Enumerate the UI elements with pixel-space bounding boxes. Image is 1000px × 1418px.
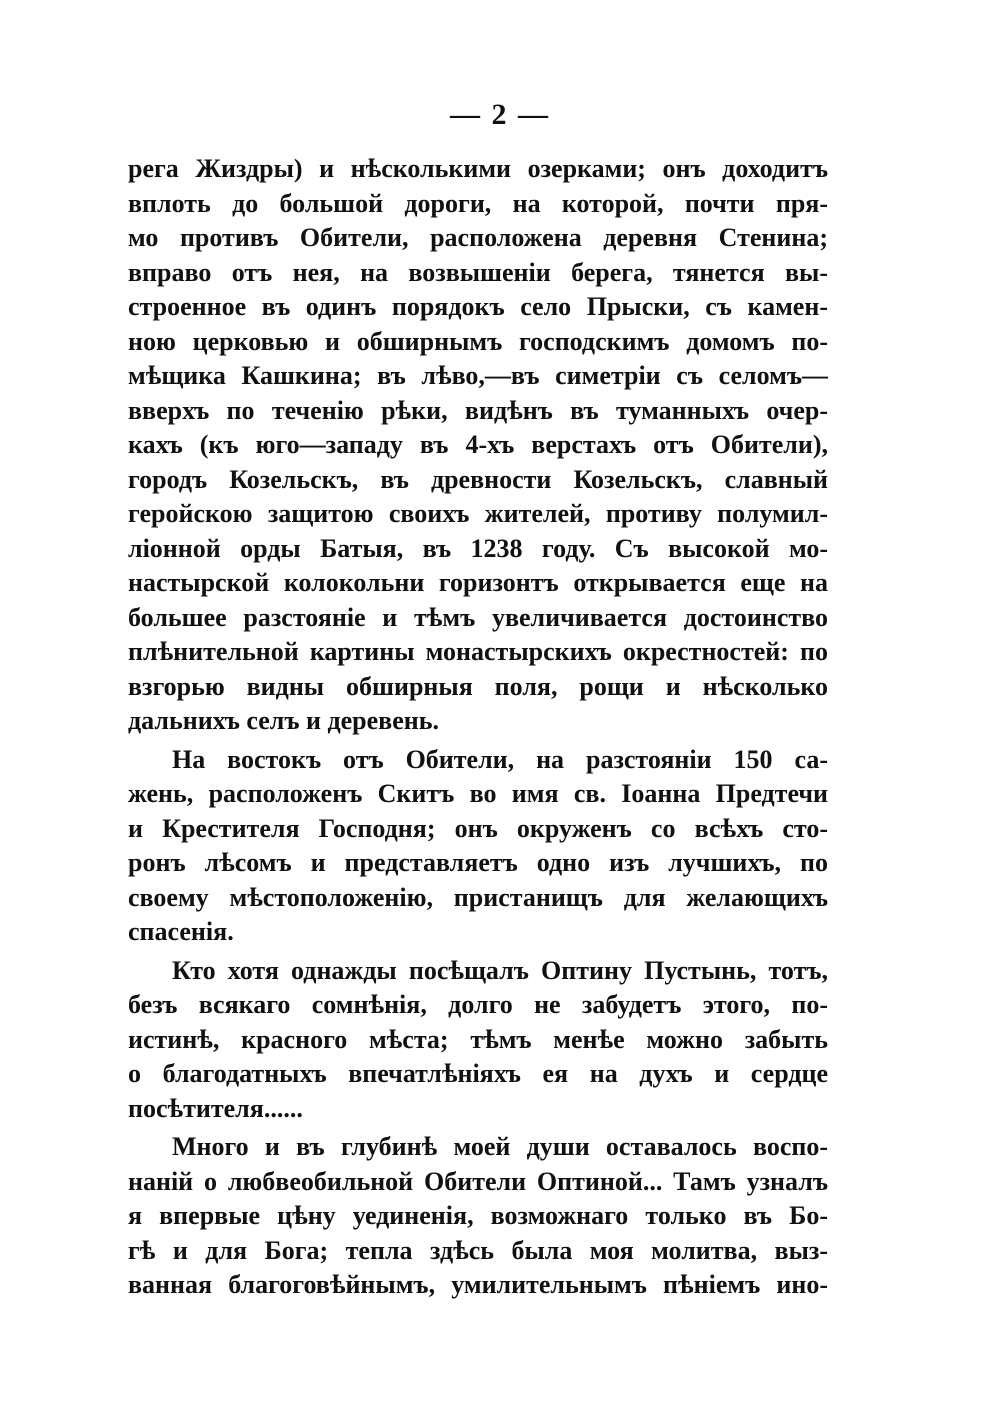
- paragraph-1: [128, 152, 828, 739]
- text-line: геройскою защитою своихъ жителей, противу полумил-: [128, 499, 828, 528]
- text-line: наній о любвеобильной Обители Оптиной... Тамъ узналъ: [128, 1166, 828, 1196]
- text-line: вправо отъ нея, на возвышеніи берега, тянется вы-: [128, 257, 828, 287]
- text-line: ною церковью и обширнымъ господскимъ домомъ по-: [128, 326, 828, 356]
- text-line: гѣ и для Бога; тепла здѣсь была моя молитва, выз-: [128, 1235, 828, 1265]
- text-line: большее разстояніе и тѣмъ увеличивается достоинство: [128, 602, 828, 632]
- text-line: вверхъ по теченію рѣки, видѣнъ въ туманныхъ очер-: [128, 395, 828, 425]
- text-line: я впервые цѣну уединенія, возможнаго только въ Бо-: [128, 1201, 828, 1230]
- text-line: и Крестителя Господня; онъ окруженъ со всѣхъ сто-: [128, 813, 828, 843]
- text-line: взгорью видны обширныя поля, рощи и нѣсколько: [128, 671, 828, 701]
- text-line: ліонной орды Батыя, въ 1238 году. Съ высокой мо-: [128, 533, 828, 563]
- text-line: посѣтителя......: [128, 1093, 303, 1123]
- text-line: жень, расположенъ Скитъ во имя св. Іоанна Предтечи: [128, 779, 828, 808]
- text-line: На востокъ отъ Обители, на разстояніи 150 са-: [172, 744, 828, 774]
- text-line: ронъ лѣсомъ и представляетъ одно изъ лучшихъ, по: [128, 848, 828, 877]
- paragraph-3: [128, 954, 828, 1127]
- text-line: вплоть до большой дороги, на которой, почти пря-: [128, 188, 828, 218]
- text-line: Много и въ глубинѣ моей души оставалось воспо-: [172, 1132, 828, 1161]
- text-line: мо противъ Обители, расположена деревня Стенина;: [128, 223, 828, 252]
- text-line: мѣщика Кашкина; въ лѣво,—въ симетріи съ селомъ—: [128, 361, 828, 390]
- paragraph-4: [128, 1130, 828, 1303]
- text-line: своему мѣстоположенію, пристанищъ для желающихъ: [128, 882, 828, 912]
- body-text: [128, 152, 828, 1303]
- text-line: о благодатныхъ впечатлѣніяхъ ея на духъ и сердце: [128, 1059, 828, 1088]
- text-line: дальнихъ селъ и деревень.: [128, 706, 439, 735]
- text-line: безъ всякаго сомнѣнія, долго не забудетъ этого, по-: [128, 990, 828, 1019]
- text-line: Кто хотя однажды посѣщалъ Оптину Пустынь, тотъ,: [172, 955, 828, 985]
- text-line: спасенія.: [128, 917, 234, 946]
- text-line: кахъ (къ юго—западу въ 4-хъ верстахъ отъ Обители),: [128, 430, 828, 459]
- paragraph-2: [128, 743, 828, 950]
- text-line: настырской колокольни горизонтъ открывается еще на: [128, 568, 828, 597]
- text-line: строенное въ одинъ порядокъ село Прыски, съ камен-: [128, 292, 828, 321]
- text-line: рега Жиздры) и нѣсколькими озерками; онъ доходитъ: [128, 154, 828, 183]
- page-number: — 2 —: [450, 98, 550, 131]
- text-line: городъ Козельскъ, въ древности Козельскъ, славный: [128, 464, 828, 494]
- text-line: плѣнительной картины монастырскихъ окрестностей: по: [128, 637, 828, 666]
- text-line: ванная благоговѣйнымъ, умилительнымъ пѣніемъ ино-: [128, 1270, 828, 1299]
- text-line: истинѣ, красного мѣста; тѣмъ менѣе можно забыть: [128, 1024, 828, 1054]
